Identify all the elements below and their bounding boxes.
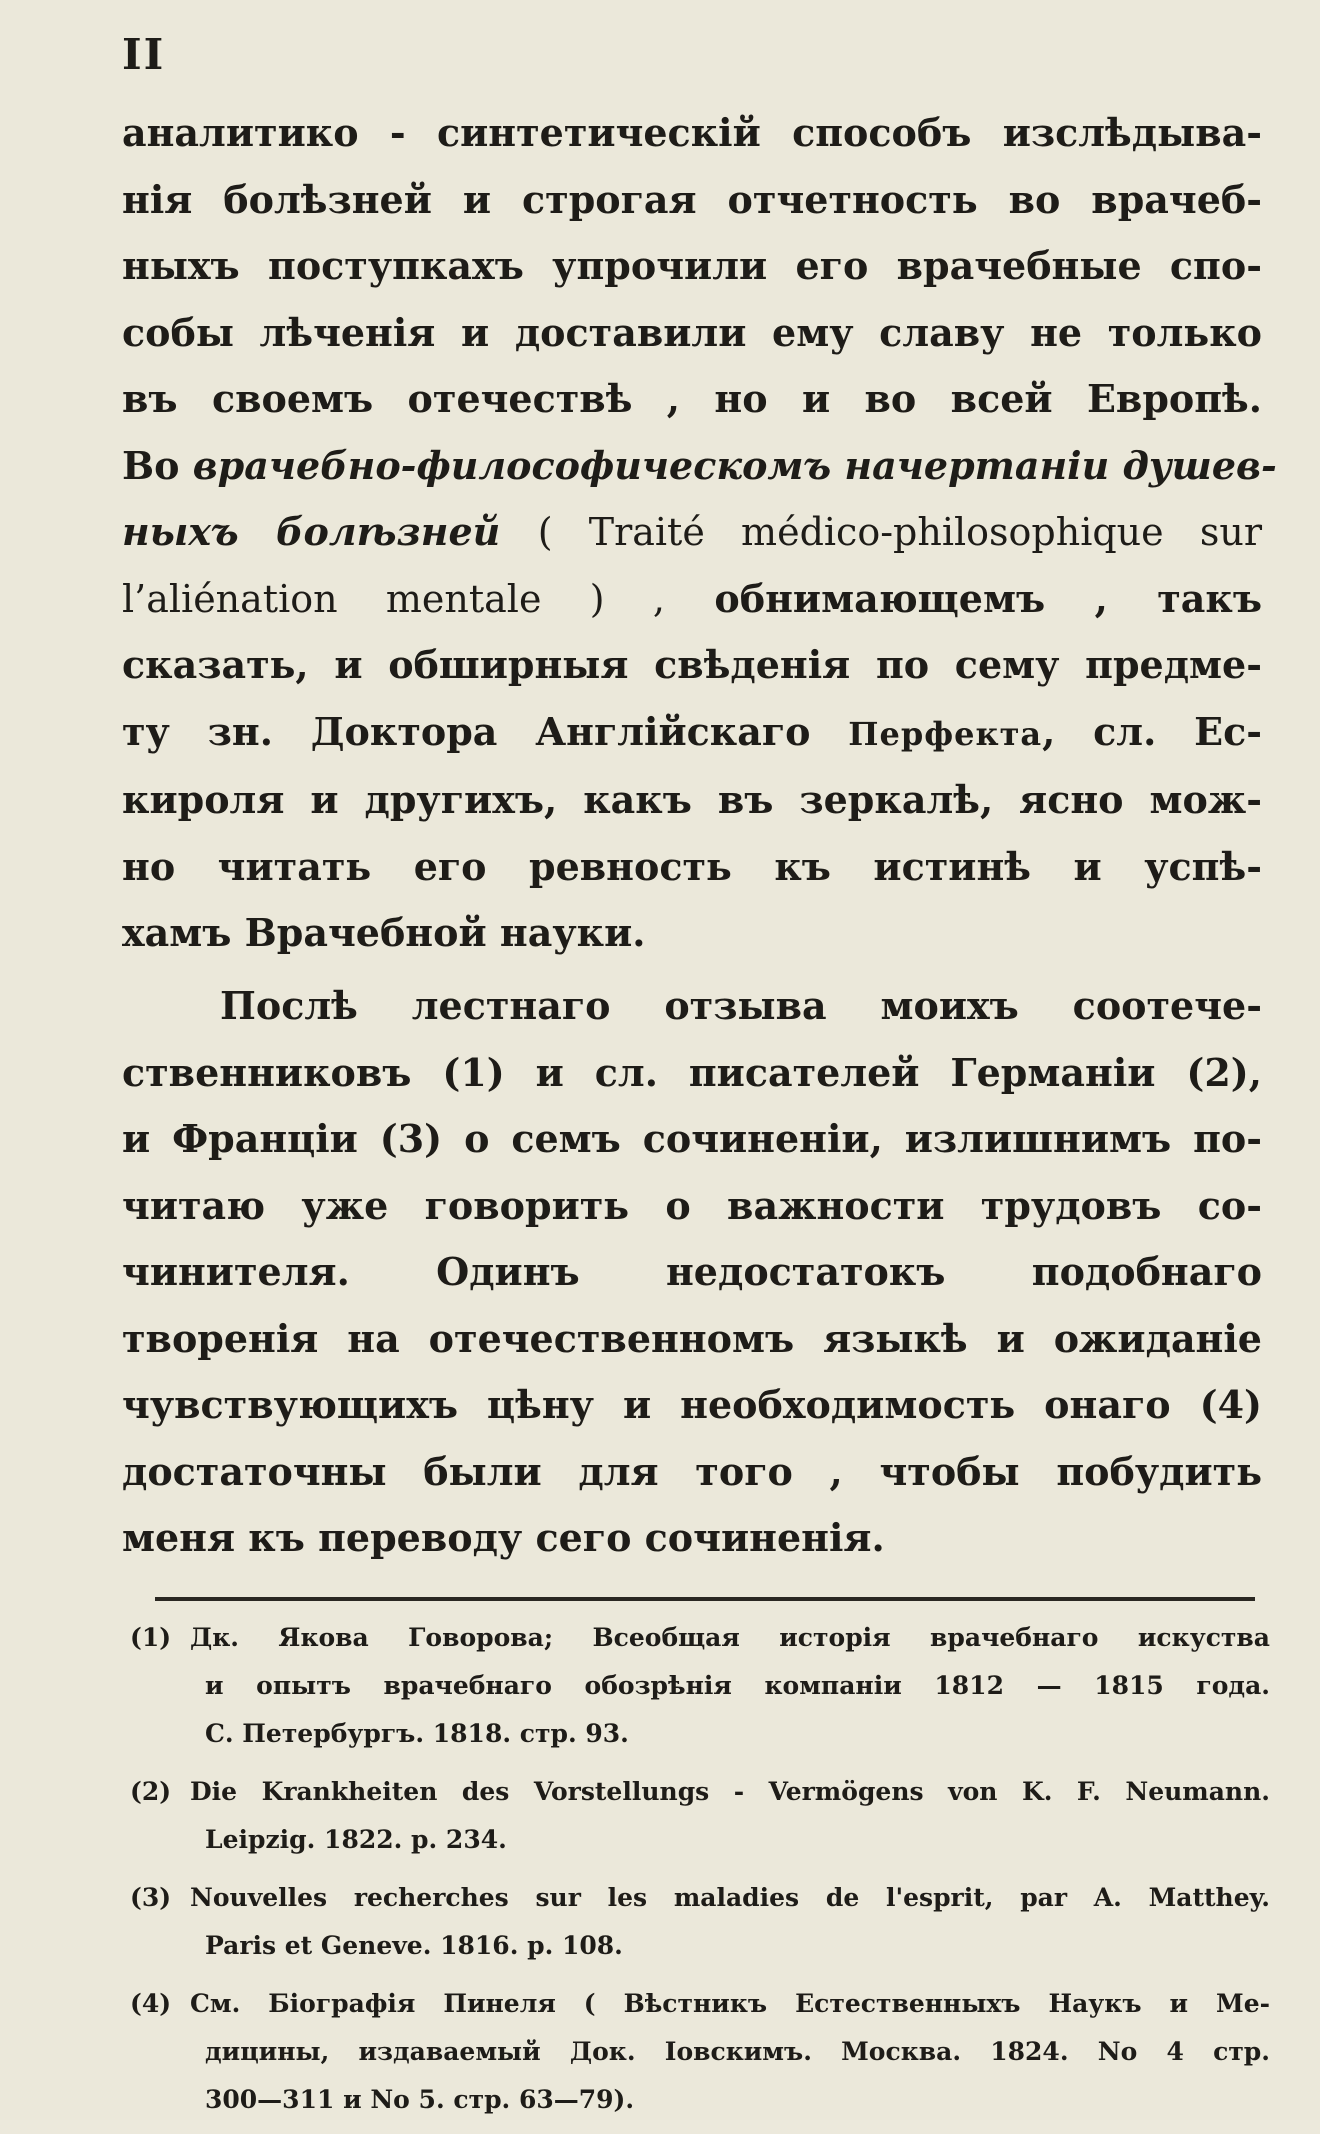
text-fragment: ту зн. Доктора Англійскаго: [122, 708, 811, 754]
text-line: [122, 699, 1262, 768]
footnotes: [130, 1614, 1270, 2134]
text-line: достаточны были для того , чтобы побудить: [122, 1448, 1262, 1494]
page-number: II: [122, 30, 166, 79]
footnote-2: [130, 1768, 1270, 1864]
text-line: чувствующихъ цѣну и необходимость онаго (4): [122, 1382, 1262, 1427]
footnote-line: Leipzig. 1822. p. 234.: [205, 1825, 507, 1854]
text-line: аналитико - синтетическій способъ изслѣдыва-: [122, 110, 1262, 155]
footnote-text: Дк. Якова Говорова; Всеобщая исторія врачебнаго искуства: [190, 1623, 1270, 1652]
footnote-line: 300—311 и No 5. стр. 63—79).: [205, 2085, 635, 2114]
text-line: ныхъ поступкахъ упрочили его врачебные спо-: [122, 243, 1262, 288]
text-fragment: , сл. Ес-: [1042, 708, 1262, 754]
footnote-line: [130, 1980, 1270, 2028]
text-line: въ своемъ отечествѣ , но и во всей Европѣ.: [122, 376, 1262, 421]
text-line: [122, 566, 1262, 633]
text-line: сказать, и обширныя свѣденія по сему предме-: [122, 642, 1262, 687]
footnote-text: Nouvelles recherches sur les maladies de l'esprit, par A. Matthey.: [190, 1883, 1270, 1912]
text-line: меня къ переводу сего сочиненія.: [122, 1515, 885, 1560]
footnote-marker: (1): [130, 1623, 172, 1652]
text-line: чинителя. Одинъ недостатокъ подобнаго: [122, 1249, 1262, 1294]
latin-title: ( Traité médico-philosophique sur: [537, 510, 1263, 554]
italic-title: ныхъ болѣзней: [122, 509, 501, 554]
footnote-line: и опытъ врачебнаго обозрѣнія компаніи 1812 — 1815 года.: [205, 1671, 1270, 1700]
text-line: Послѣ лестнаго отзыва моихъ соотече-: [220, 983, 1262, 1028]
footnote-1: [130, 1614, 1270, 1758]
text-line: творенія на отечественномъ языкѣ и ожиданіе: [122, 1315, 1262, 1361]
text-fragment: Во: [122, 442, 180, 488]
footnote-line: С. Петербургъ. 1818. стр. 93.: [205, 1719, 629, 1748]
italic-title: врачебно-философическомъ начертаніи душев-: [192, 442, 1277, 488]
text-line: ственниковъ (1) и сл. писателей Германіи (2),: [122, 1049, 1262, 1095]
smallcaps-name: Перфекта: [848, 714, 1043, 753]
paragraph-2: [122, 973, 1262, 1572]
text-line: [122, 499, 1262, 566]
footnote-line: [130, 1874, 1270, 1922]
footnote-line: [130, 1768, 1270, 1816]
latin-title: l’aliénation mentale ) ,: [122, 576, 665, 621]
paragraph-1: [122, 100, 1277, 967]
text-line: кироля и другихъ, какъ въ зеркалѣ, ясно мож-: [122, 777, 1262, 822]
text-line: собы лѣченія и доставили ему славу не только: [122, 309, 1262, 355]
text-line: и Франціи (3) о семъ сочиненіи, излишнимъ по-: [122, 1116, 1262, 1161]
text-fragment: обнимающемъ , такъ: [714, 575, 1263, 621]
footnote-marker: (3): [130, 1883, 172, 1912]
text-line: читаю уже говорить о важности трудовъ со-: [122, 1182, 1262, 1228]
footnote-line: дицины, издаваемый Док. Іовскимъ. Москва. 1824. No 4 стр.: [205, 2037, 1270, 2066]
text-line: хамъ Врачебной науки.: [122, 910, 646, 955]
footnote-4: [130, 1980, 1270, 2124]
footnote-text: Die Krankheiten des Vorstellungs - Vermögens von K. F. Neumann.: [190, 1777, 1270, 1806]
text-line: но читать его ревность къ истинѣ и успѣ-: [122, 843, 1262, 889]
footnote-line: [130, 1614, 1270, 1662]
footnote-text: См. Біографія Пинеля ( Вѣстникъ Естественныхъ Наукъ и Ме-: [190, 1989, 1270, 2018]
footnote-marker: (2): [130, 1777, 172, 1806]
text-line: нія болѣзней и строгая отчетность во врачеб-: [122, 176, 1262, 222]
footnote-divider: [155, 1597, 1255, 1601]
text-line: [122, 433, 1277, 500]
footnote-3: [130, 1874, 1270, 1970]
footnote-marker: (4): [130, 1989, 172, 2018]
footnote-line: Paris et Geneve. 1816. p. 108.: [205, 1931, 623, 1960]
